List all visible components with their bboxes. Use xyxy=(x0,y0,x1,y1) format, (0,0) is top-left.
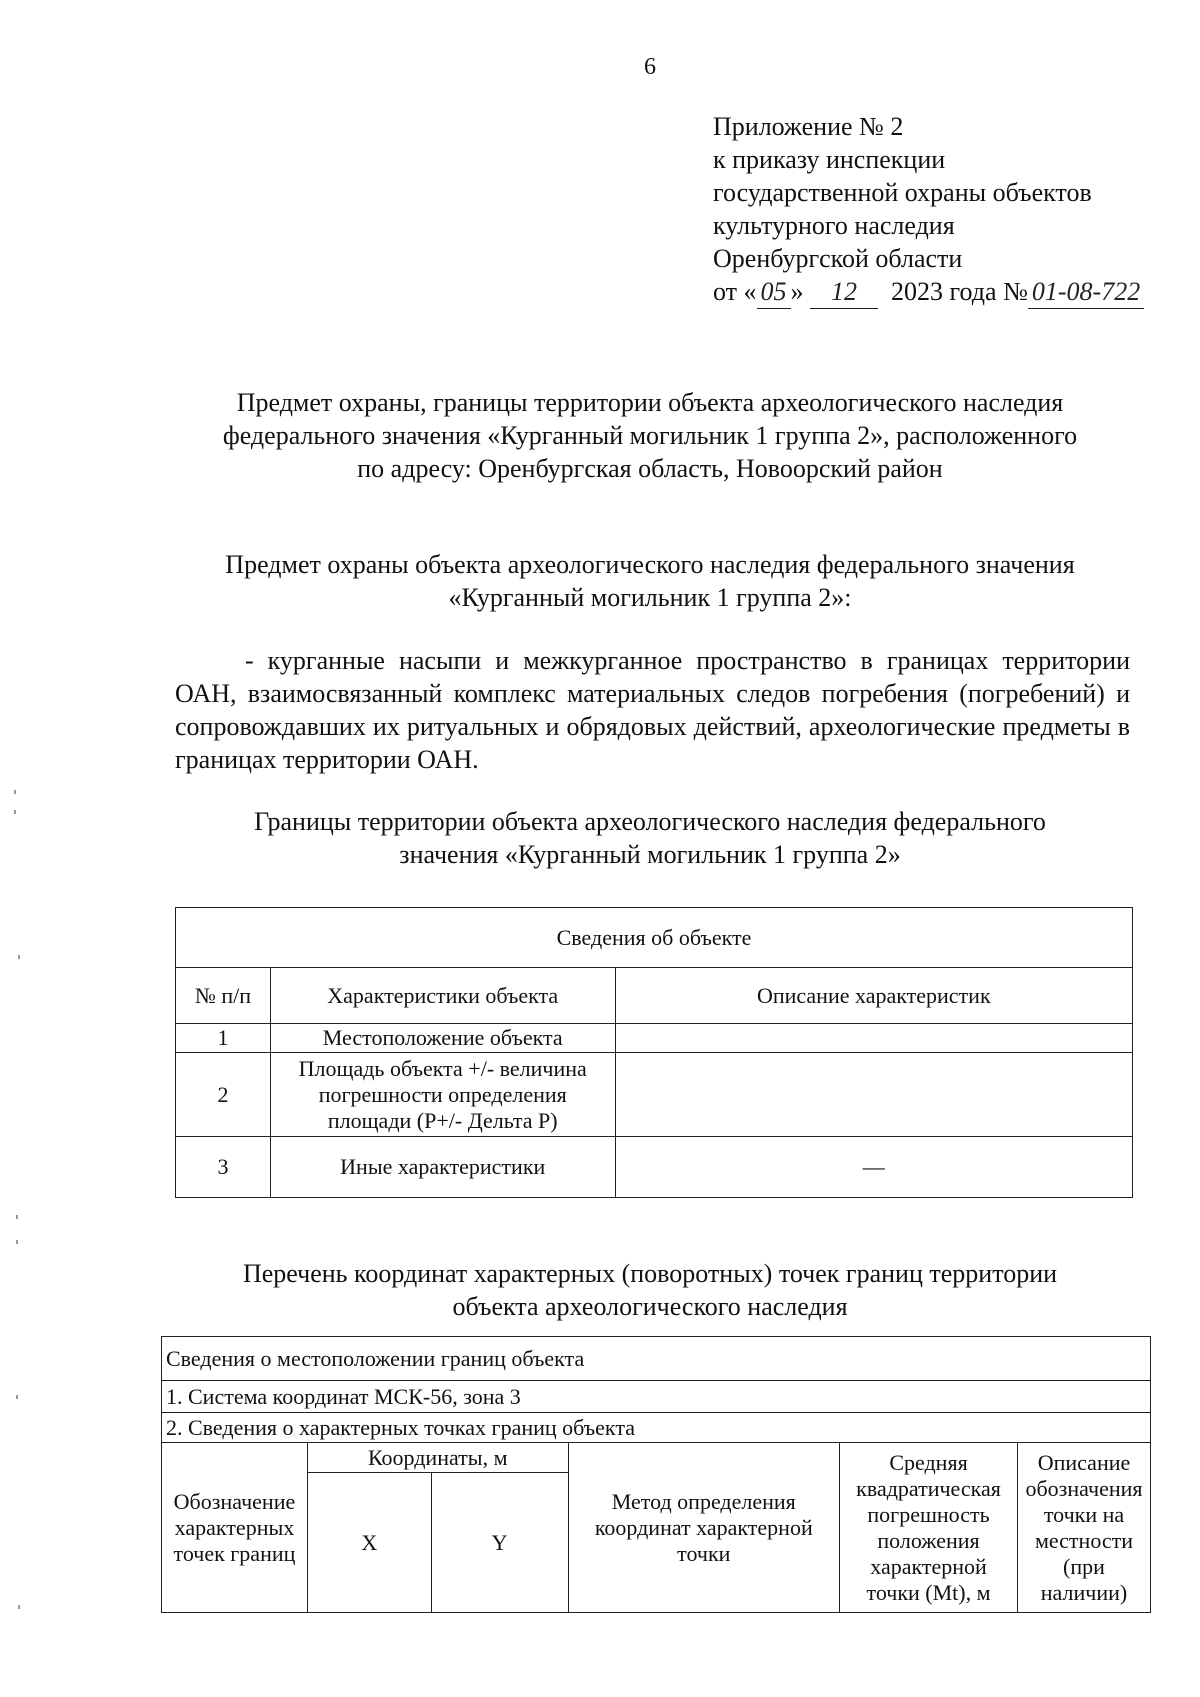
table-row xyxy=(176,1053,1133,1137)
table-row xyxy=(176,1137,1133,1198)
coords-row-1: Сведения о местоположении границ объекта xyxy=(162,1337,1151,1381)
scan-speck xyxy=(16,1240,18,1244)
annex-line-1: Приложение № 2 xyxy=(713,112,904,141)
object-table-caption: Сведения об объекте xyxy=(176,908,1133,968)
coords-heading-line-1: Перечень координат характерных (поворотных) точек границ территории xyxy=(242,1259,1058,1288)
annex-date-line xyxy=(713,275,1144,309)
borders-heading-line-1: Границы территории объекта археологического наследия федерального xyxy=(254,807,1046,836)
row-number: 1 xyxy=(176,1024,271,1053)
date-day: 05 xyxy=(757,275,791,309)
scan-speck xyxy=(18,955,20,959)
row-characteristic: Местоположение объекта xyxy=(270,1024,615,1053)
col-method: Метод определения координат характерной точки xyxy=(568,1443,840,1613)
coords-heading xyxy=(160,1257,1140,1323)
coords-row-3: 2. Сведения о характерных точках границ объекта xyxy=(162,1413,1151,1443)
col-error: Средняя квадратическая погрешность положения характерной точки (Mt), м xyxy=(840,1443,1018,1613)
header-description: Описание характеристик xyxy=(615,968,1132,1024)
annex-line-5: Оренбургской области xyxy=(713,244,963,273)
row-description xyxy=(615,1053,1132,1137)
row-number: 3 xyxy=(176,1137,271,1198)
subject-heading-line-1: Предмет охраны объекта археологического наследия федерального значения xyxy=(225,550,1075,579)
annex-block xyxy=(713,110,1144,309)
title-line-3: по адресу: Оренбургская область, Новоорский район xyxy=(357,454,943,483)
scan-speck xyxy=(18,1605,20,1609)
scan-speck xyxy=(16,1395,18,1399)
scan-speck xyxy=(14,810,16,814)
date-year: 2023 года № xyxy=(891,277,1028,306)
date-prefix: от « xyxy=(713,277,757,306)
row-characteristic: Иные характеристики xyxy=(270,1137,615,1198)
col-x: X xyxy=(307,1473,431,1613)
coords-table xyxy=(161,1336,1151,1613)
row-number: 2 xyxy=(176,1053,271,1137)
header-characteristic: Характеристики объекта xyxy=(270,968,615,1024)
row-description: — xyxy=(615,1137,1132,1198)
table-row xyxy=(176,1024,1133,1053)
header-number: № п/п xyxy=(176,968,271,1024)
annex-line-4: культурного наследия xyxy=(713,211,955,240)
annex-line-2: к приказу инспекции xyxy=(713,145,946,174)
col-coordinates: Координаты, м xyxy=(307,1443,568,1473)
row-description xyxy=(615,1024,1132,1053)
col-point-description: Описание обозначения точки на местности (при наличии) xyxy=(1017,1443,1150,1613)
col-y: Y xyxy=(431,1473,568,1613)
subject-heading-line-2: «Курганный могильник 1 группа 2»: xyxy=(448,583,852,612)
document-title xyxy=(160,386,1140,485)
scan-speck xyxy=(14,790,16,794)
subject-paragraph: - курганные насыпи и межкурганное пространство в границах территории ОАН, взаимосвязанный комплекс материальных следов погребения (погребений) и сопровождавших их ритуальных и обрядовых действий, археологические предметы в границах территории ОАН. xyxy=(175,646,1130,774)
date-month: 12 xyxy=(810,275,878,309)
row-characteristic: Площадь объекта +/- величина погрешности определения площади (Р+/- Дельта Р) xyxy=(270,1053,615,1137)
coords-heading-line-2: объекта археологического наследия xyxy=(452,1292,848,1321)
subject-heading xyxy=(160,548,1140,614)
date-mid: » xyxy=(790,277,804,306)
scan-speck xyxy=(16,1215,18,1219)
col-designation: Обозначение характерных точек границ xyxy=(162,1443,308,1613)
object-table xyxy=(175,907,1133,1198)
borders-heading-line-2: значения «Курганный могильник 1 группа 2» xyxy=(399,840,901,869)
coords-row-2: 1. Система координат МСК-56, зона 3 xyxy=(162,1381,1151,1413)
borders-heading xyxy=(160,805,1140,871)
title-line-2: федерального значения «Курганный могильник 1 группа 2», расположенного xyxy=(222,421,1078,450)
page-number: 6 xyxy=(644,54,656,80)
title-line-1: Предмет охраны, границы территории объекта археологического наследия xyxy=(236,388,1064,417)
order-number: 01-08-722 xyxy=(1028,275,1144,309)
annex-line-3: государственной охраны объектов xyxy=(713,178,1092,207)
